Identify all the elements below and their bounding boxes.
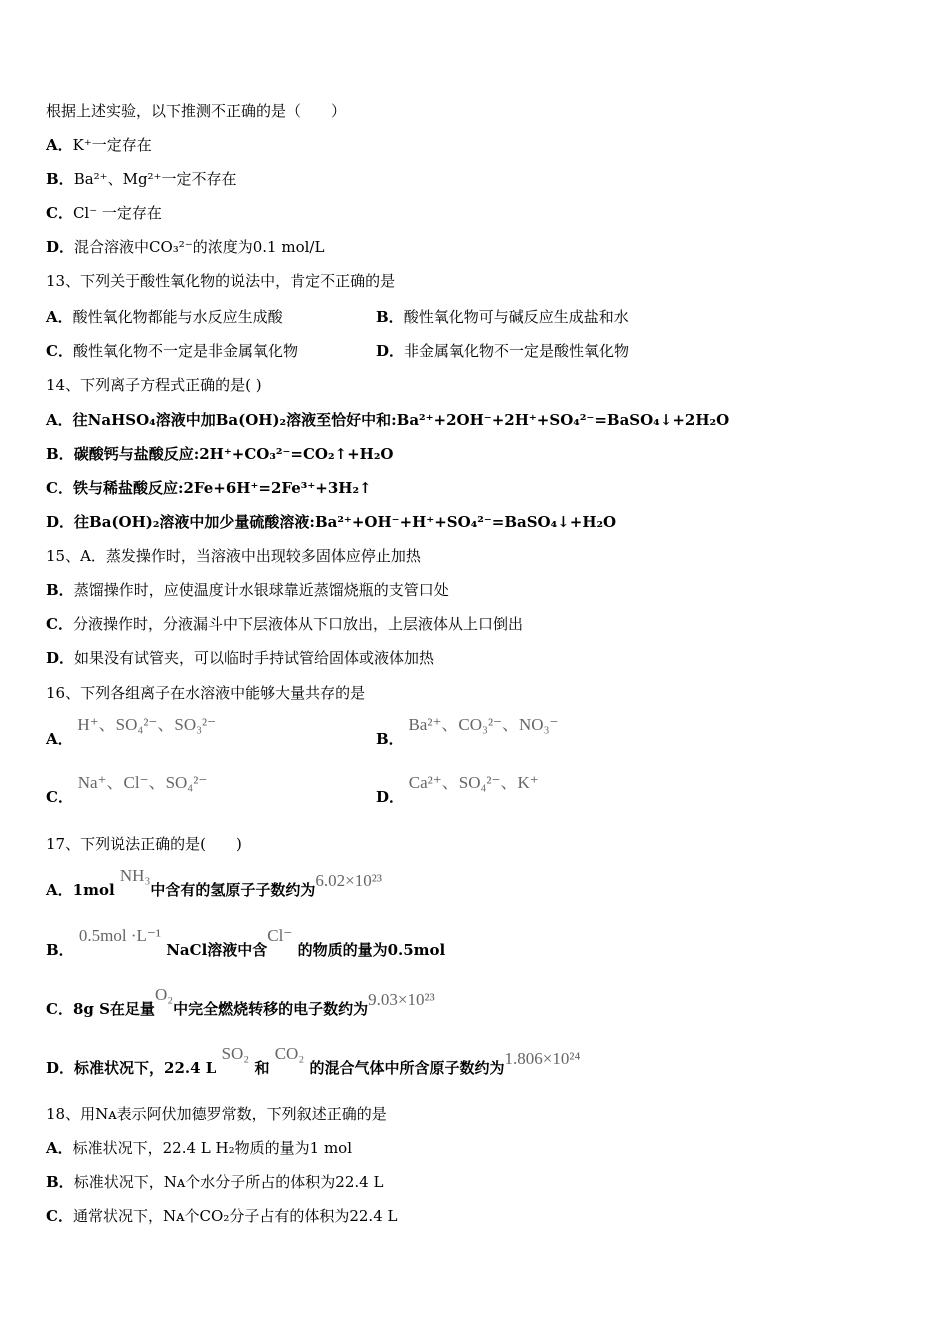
- q12-intro: 根据上述实验，以下推测不正确的是（ ）: [46, 102, 347, 120]
- q12-option-c: [46, 203, 162, 223]
- option-label: B．: [46, 941, 74, 959]
- option-text: 酸性氧化物不一定是非金属氧化物: [72, 342, 298, 360]
- q15-option-d: [46, 648, 434, 668]
- formula: 0.5mol ·L⁻¹: [78, 926, 161, 945]
- q14-option-b: [46, 444, 393, 464]
- option-text: 中含有的氢原子子数约为: [150, 881, 316, 899]
- q13-option-c: [46, 341, 298, 361]
- option-label: A．: [46, 730, 73, 748]
- option-text: 标准状况下，22.4 L: [74, 1059, 217, 1077]
- option-text: 混合溶液中CO₃²⁻的浓度为0.1 mol/L: [74, 238, 325, 256]
- q13-option-a: [46, 307, 283, 327]
- option-text: 8g S在足量: [72, 1000, 155, 1018]
- formula: H⁺、SO₄²⁻、SO₃²⁻: [77, 715, 217, 734]
- q13-option-b: [376, 307, 629, 327]
- q17-option-d: [46, 1044, 581, 1078]
- formula: CO₂: [274, 1044, 305, 1063]
- option-label: D．: [376, 788, 405, 806]
- q17-option-a: [46, 866, 382, 900]
- formula: 1.806×10²⁴: [504, 1049, 581, 1068]
- q14-option-d: [46, 512, 616, 532]
- option-label: B．: [376, 730, 404, 748]
- option-label: C．: [46, 615, 73, 633]
- option-text: 通常状况下，Nᴀ个CO₂分子占有的体积为22.4 L: [72, 1207, 398, 1225]
- formula: Ca²⁺、SO₄²⁻、K⁺: [408, 773, 539, 792]
- q13-option-d: [376, 341, 629, 361]
- formula: SO₂: [221, 1044, 250, 1063]
- q12-option-d: [46, 237, 324, 257]
- option-label: D．: [46, 238, 75, 256]
- option-text: 非金属氧化物不一定是酸性氧化物: [404, 342, 630, 360]
- option-text: NaCl溶液中含: [166, 941, 268, 959]
- formula: Na⁺、Cl⁻、SO₄²⁻: [77, 773, 208, 792]
- q15-option-b: [46, 580, 449, 600]
- q16-stem: 16、下列各组离子在水溶液中能够大量共存的是: [46, 684, 366, 702]
- option-text: 酸性氧化物可与碱反应生成盐和水: [403, 308, 629, 326]
- formula: NH₃: [119, 866, 151, 885]
- option-label: A．: [46, 308, 73, 326]
- option-text: K⁺一定存在: [72, 136, 152, 154]
- option-text: 和: [254, 1059, 270, 1077]
- option-text: 如果没有试管夹，可以临时手持试管给固体或液体加热: [74, 649, 435, 667]
- q18-option-a: [46, 1138, 352, 1158]
- option-text: 中完全燃烧转移的电子数约为: [173, 1000, 369, 1018]
- q16-option-b: [376, 715, 559, 749]
- option-text: 的混合气体中所含原子数约为: [309, 1059, 505, 1077]
- option-label: D．: [46, 1059, 75, 1077]
- q16-option-a: [46, 715, 217, 749]
- formula: Ba²⁺、CO₃²⁻、NO₃⁻: [408, 715, 559, 734]
- q17-option-b: [46, 926, 446, 960]
- option-label: B．: [46, 170, 74, 188]
- formula: Cl⁻: [267, 926, 293, 945]
- option-label: A．: [46, 1139, 73, 1157]
- option-label: A．: [46, 881, 73, 899]
- option-label: C．: [46, 1000, 73, 1018]
- q15-stem: 15、A．蒸发操作时，当溶液中出现较多固体应停止加热: [46, 547, 421, 565]
- option-text: 的物质的量为0.5mol: [297, 941, 446, 959]
- q14-stem: 14、下列离子方程式正确的是( ): [46, 376, 262, 394]
- option-label: D．: [46, 649, 75, 667]
- option-text: Cl⁻ 一定存在: [72, 204, 162, 222]
- q18-stem: 18、用Nᴀ表示阿伏加德罗常数，下列叙述正确的是: [46, 1105, 387, 1123]
- option-text: 标准状况下，Nᴀ个水分子所占的体积为22.4 L: [73, 1173, 384, 1191]
- q17-option-c: [46, 985, 435, 1019]
- option-text: 铁与稀盐酸反应:2Fe+6H⁺=2Fe³⁺+3H₂↑: [72, 479, 372, 497]
- option-label: C．: [46, 342, 73, 360]
- q17-stem: 17、下列说法正确的是( ): [46, 835, 242, 853]
- q14-option-a: [46, 410, 729, 430]
- option-label: C．: [46, 479, 73, 497]
- option-label: C．: [46, 1207, 73, 1225]
- option-label: B．: [376, 308, 404, 326]
- option-label: C．: [46, 788, 73, 806]
- q12-option-b: [46, 169, 236, 189]
- formula: 9.03×10²³: [368, 990, 435, 1009]
- option-text: Ba²⁺、Mg²⁺一定不存在: [73, 170, 237, 188]
- q15-option-c: [46, 614, 523, 634]
- option-label: B．: [46, 445, 74, 463]
- option-text: 酸性氧化物都能与水反应生成酸: [72, 308, 283, 326]
- option-label: D．: [46, 513, 75, 531]
- q12-option-a: [46, 135, 152, 155]
- option-text: 蒸馏操作时，应使温度计水银球靠近蒸馏烧瓶的支管口处: [73, 581, 449, 599]
- option-label: B．: [46, 581, 74, 599]
- formula: 6.02×10²³: [315, 871, 382, 890]
- option-text: 碳酸钙与盐酸反应:2H⁺+CO₃²⁻=CO₂↑+H₂O: [73, 445, 394, 463]
- q18-option-c: [46, 1206, 397, 1226]
- option-label: C．: [46, 204, 73, 222]
- option-label: A．: [46, 136, 73, 154]
- option-label: A．: [46, 411, 73, 429]
- q14-option-c: [46, 478, 372, 498]
- q18-option-b: [46, 1172, 383, 1192]
- option-text: 分液操作时，分液漏斗中下层液体从下口放出，上层液体从上口倒出: [72, 615, 523, 633]
- q16-option-d: [376, 773, 539, 807]
- option-text: 标准状况下，22.4 L H₂物质的量为1 mol: [72, 1139, 352, 1157]
- option-text: 1mol: [72, 881, 115, 899]
- q16-option-c: [46, 773, 208, 807]
- option-text: 往Ba(OH)₂溶液中加少量硫酸溶液:Ba²⁺+OH⁻+H⁺+SO₄²⁻=BaSO₄↓+H₂O: [74, 513, 617, 531]
- option-text: 往NaHSO₄溶液中加Ba(OH)₂溶液至恰好中和:Ba²⁺+2OH⁻+2H⁺+SO₄²⁻=BaSO₄↓+2H₂O: [72, 411, 730, 429]
- formula: O₂: [154, 985, 174, 1004]
- q13-stem: 13、下列关于酸性氧化物的说法中，肯定不正确的是: [46, 272, 396, 290]
- option-label: D．: [376, 342, 405, 360]
- option-label: B．: [46, 1173, 74, 1191]
